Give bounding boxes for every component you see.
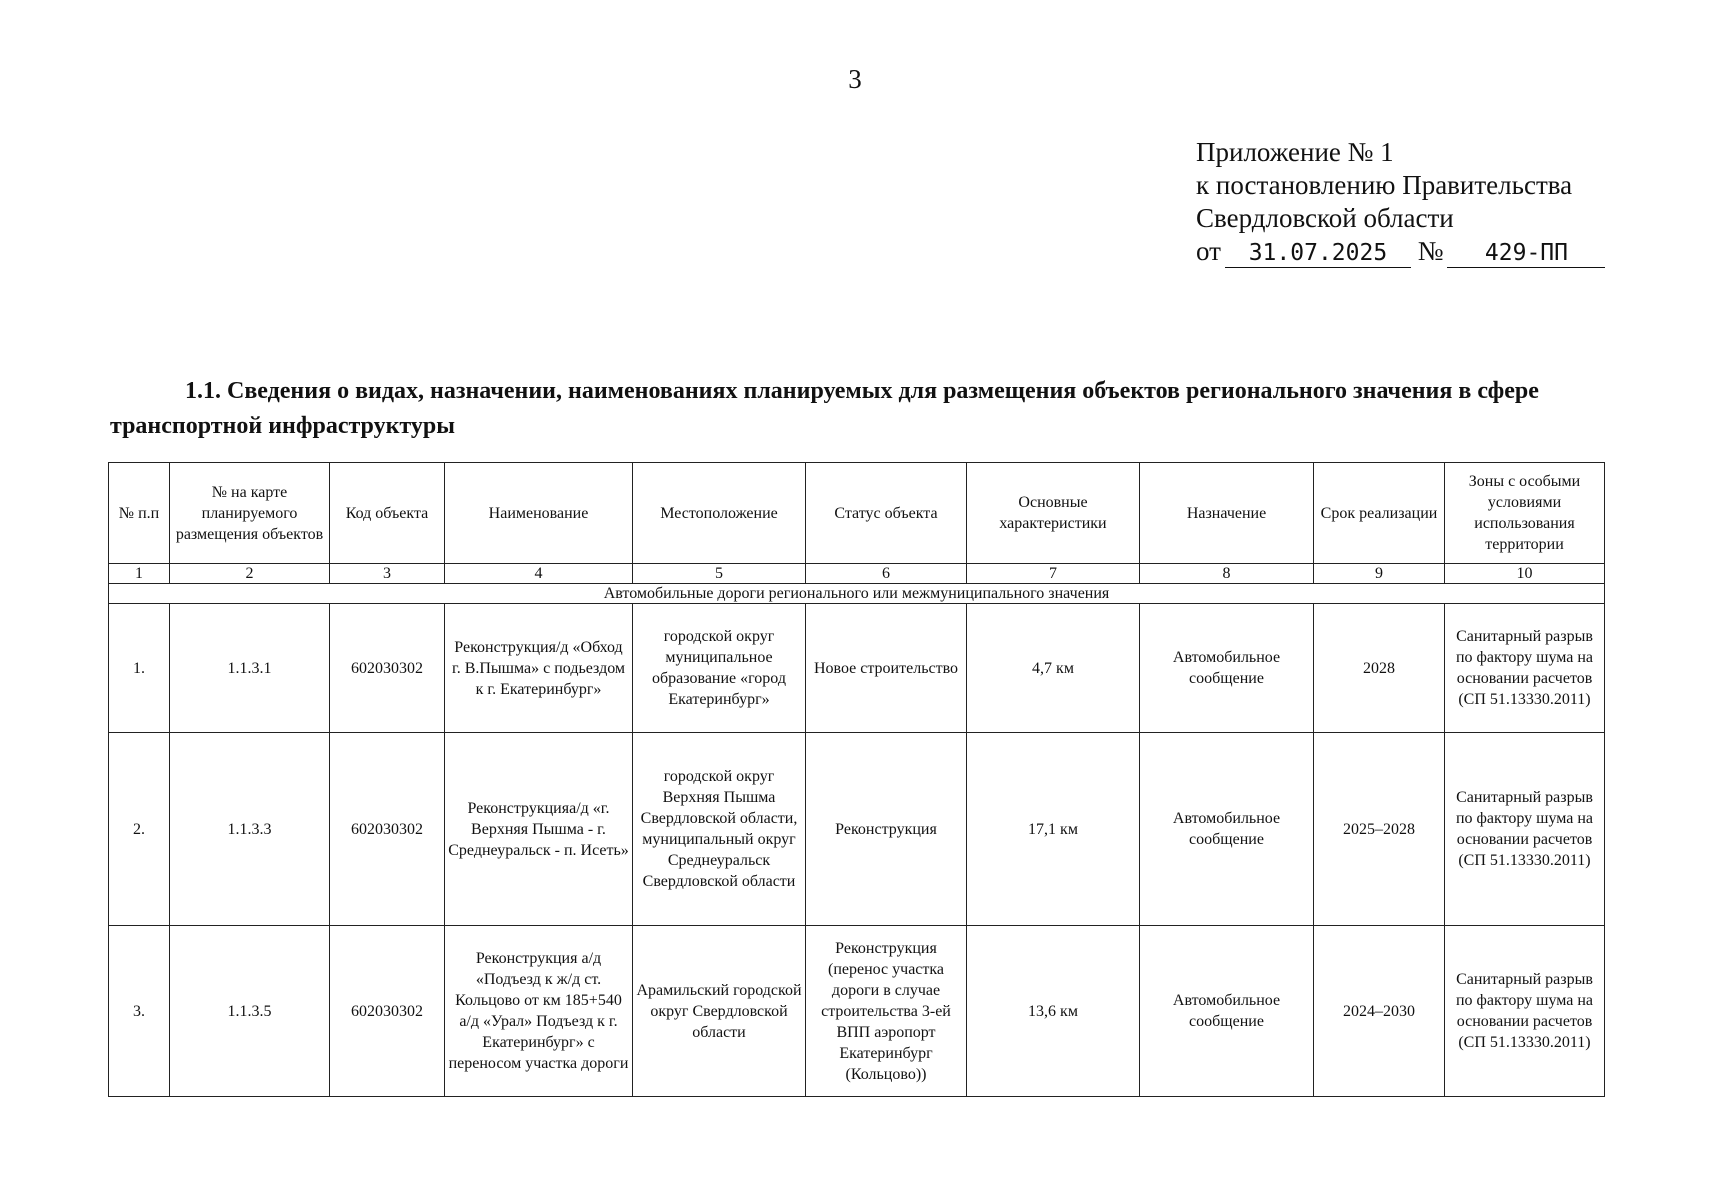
header-cell: Основные характеристики bbox=[967, 463, 1140, 564]
implementation-period: 2025–2028 bbox=[1314, 733, 1445, 926]
object-purpose: Автомобильное сообщение bbox=[1140, 733, 1314, 926]
column-number: 2 bbox=[170, 564, 330, 584]
object-status: Реконструкция bbox=[806, 733, 967, 926]
column-number: 4 bbox=[445, 564, 633, 584]
header-cell: Срок реализации bbox=[1314, 463, 1445, 564]
group-label: Автомобильные дороги регионального или межмуниципального значения bbox=[109, 584, 1605, 604]
group-row bbox=[109, 584, 1605, 604]
row-number: 2. bbox=[109, 733, 170, 926]
object-location: городской округ Верхняя Пышма Свердловской области, муниципальный округ Среднеуральск Свердловской области bbox=[633, 733, 806, 926]
map-number: 1.1.3.5 bbox=[170, 926, 330, 1097]
object-name: Реконструкция а/д «Подъезд к ж/д ст. Кольцово от км 185+540 а/д «Урал» Подъезд к г. Екатеринбург» с переносом участка дороги bbox=[445, 926, 633, 1097]
object-status: Реконструкция (перенос участка дороги в случае строительства 3-ей ВПП аэропорт Екатеринбург (Кольцово)) bbox=[806, 926, 967, 1097]
header-cell: Наименование bbox=[445, 463, 633, 564]
map-number: 1.1.3.1 bbox=[170, 604, 330, 733]
row-number: 3. bbox=[109, 926, 170, 1097]
object-purpose: Автомобильное сообщение bbox=[1140, 604, 1314, 733]
column-number-row bbox=[109, 564, 1605, 584]
header-cell: № п.п bbox=[109, 463, 170, 564]
section-title-text: 1.1. Сведения о видах, назначении, наименованиях планируемых для размещения объектов регионального значения в сфере транспортной инфраструктуры bbox=[110, 378, 1539, 439]
table-row bbox=[109, 733, 1605, 926]
document-number: 429-ПП bbox=[1447, 240, 1605, 268]
special-zones: Санитарный разрыв по фактору шума на основании расчетов (СП 51.13330.2011) bbox=[1445, 926, 1605, 1097]
object-code: 602030302 bbox=[330, 604, 445, 733]
appendix-date-line bbox=[1196, 235, 1605, 268]
implementation-period: 2028 bbox=[1314, 604, 1445, 733]
object-characteristics: 13,6 км bbox=[967, 926, 1140, 1097]
special-zones: Санитарный разрыв по фактору шума на основании расчетов (СП 51.13330.2011) bbox=[1445, 733, 1605, 926]
column-number: 8 bbox=[1140, 564, 1314, 584]
object-characteristics: 17,1 км bbox=[967, 733, 1140, 926]
header-cell: Статус объекта bbox=[806, 463, 967, 564]
implementation-period: 2024–2030 bbox=[1314, 926, 1445, 1097]
header-cell: Зоны с особыми условиями использования территории bbox=[1445, 463, 1605, 564]
object-location: городской округ муниципальное образование «город Екатеринбург» bbox=[633, 604, 806, 733]
object-purpose: Автомобильное сообщение bbox=[1140, 926, 1314, 1097]
header-cell: Назначение bbox=[1140, 463, 1314, 564]
column-number: 5 bbox=[633, 564, 806, 584]
object-name: Реконструкция/д «Обход г. В.Пышма» с подьездом к г. Екатеринбург» bbox=[445, 604, 633, 733]
section-title bbox=[110, 374, 1610, 444]
column-number: 3 bbox=[330, 564, 445, 584]
special-zones: Санитарный разрыв по фактору шума на основании расчетов (СП 51.13330.2011) bbox=[1445, 604, 1605, 733]
row-number: 1. bbox=[109, 604, 170, 733]
table-row bbox=[109, 604, 1605, 733]
header-cell: Код объекта bbox=[330, 463, 445, 564]
document-date: 31.07.2025 bbox=[1225, 240, 1411, 268]
appendix-resolution: к постановлению Правительства bbox=[1196, 170, 1573, 200]
header-cell: № на карте планируемого размещения объектов bbox=[170, 463, 330, 564]
column-number: 6 bbox=[806, 564, 967, 584]
object-code: 602030302 bbox=[330, 926, 445, 1097]
object-code: 602030302 bbox=[330, 733, 445, 926]
appendix-title: Приложение № 1 bbox=[1196, 137, 1394, 167]
column-number: 10 bbox=[1445, 564, 1605, 584]
objects-table bbox=[108, 462, 1605, 1097]
object-name: Реконструкцияа/д «г. Верхняя Пышма - г. Среднеуральск - п. Исеть» bbox=[445, 733, 633, 926]
object-status: Новое строительство bbox=[806, 604, 967, 733]
number-prefix: № bbox=[1417, 236, 1444, 266]
column-number: 9 bbox=[1314, 564, 1445, 584]
map-number: 1.1.3.3 bbox=[170, 733, 330, 926]
table-row bbox=[109, 926, 1605, 1097]
column-number: 1 bbox=[109, 564, 170, 584]
page-number: 3 bbox=[848, 64, 862, 94]
header-cell: Местоположение bbox=[633, 463, 806, 564]
appendix-block bbox=[1196, 136, 1605, 268]
date-prefix: от bbox=[1196, 236, 1221, 266]
object-location: Арамильский городской округ Свердловской области bbox=[633, 926, 806, 1097]
column-number: 7 bbox=[967, 564, 1140, 584]
appendix-region: Свердловской области bbox=[1196, 203, 1454, 233]
header-row bbox=[109, 463, 1605, 564]
object-characteristics: 4,7 км bbox=[967, 604, 1140, 733]
